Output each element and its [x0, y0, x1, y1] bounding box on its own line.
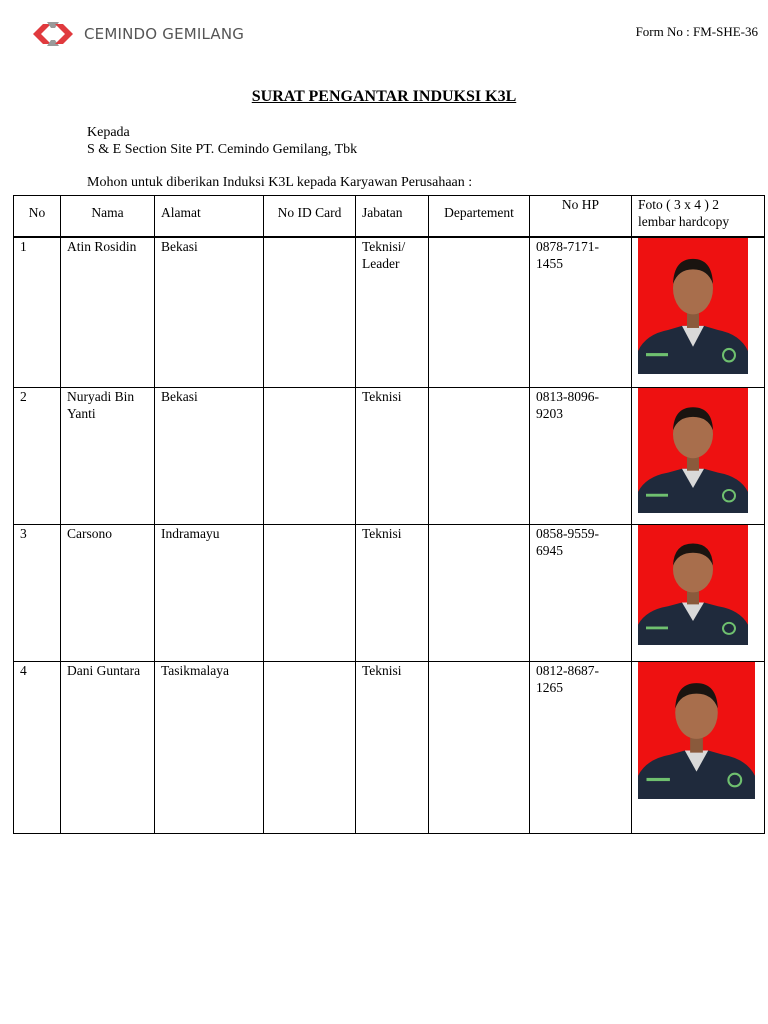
cell-jabatan: Teknisi/ Leader — [356, 237, 429, 387]
cell-no: 3 — [14, 524, 61, 661]
person-photo-icon — [638, 662, 755, 799]
cell-nama: Atin Rosidin — [61, 237, 155, 387]
cell-departement — [429, 387, 530, 524]
recipient-line-2: S & E Section Site PT. Cemindo Gemilang, Tbk — [87, 142, 358, 157]
header-nama: Nama — [61, 196, 155, 238]
cell-no-hp: 0878-7171-1455 — [530, 237, 632, 387]
cell-alamat: Tasikmalaya — [155, 661, 264, 833]
cell-id-card — [264, 237, 356, 387]
cell-alamat: Bekasi — [155, 237, 264, 387]
person-photo-icon — [638, 238, 748, 374]
cell-id-card — [264, 524, 356, 661]
cell-no: 1 — [14, 237, 61, 387]
cell-foto — [632, 387, 765, 524]
recipient-block — [87, 124, 357, 158]
table-row — [14, 387, 765, 524]
cell-no: 2 — [14, 387, 61, 524]
cell-departement — [429, 524, 530, 661]
header-foto: Foto ( 3 x 4 ) 2 lembar hardcopy — [632, 196, 765, 238]
cell-departement — [429, 237, 530, 387]
form-number: Form No : FM-SHE-36 — [635, 24, 758, 39]
intro-text: Mohon untuk diberikan Induksi K3L kepada Karyawan Perusahaan : — [87, 175, 473, 190]
cell-jabatan: Teknisi — [356, 524, 429, 661]
cell-no: 4 — [14, 661, 61, 833]
cell-foto — [632, 524, 765, 661]
table-row — [14, 237, 765, 387]
header-no-hp: No HP — [530, 196, 632, 238]
cell-nama: Dani Guntara — [61, 661, 155, 833]
recipient-line-1: Kepada — [87, 125, 130, 140]
cell-no-hp: 0858-9559-6945 — [530, 524, 632, 661]
cell-id-card — [264, 387, 356, 524]
person-photo-icon — [638, 388, 748, 513]
company-logo — [31, 18, 244, 50]
person-photo-icon — [638, 525, 748, 645]
document-title: SURAT PENGANTAR INDUKSI K3L — [251, 88, 517, 105]
cell-nama: Nuryadi Bin Yanti — [61, 387, 155, 524]
cell-jabatan: Teknisi — [356, 387, 429, 524]
cell-alamat: Bekasi — [155, 387, 264, 524]
cell-foto — [632, 237, 765, 387]
header-no: No — [14, 196, 61, 238]
cell-id-card — [264, 661, 356, 833]
cell-jabatan: Teknisi — [356, 661, 429, 833]
cell-no-hp: 0813-8096-9203 — [530, 387, 632, 524]
table-row — [14, 661, 765, 833]
table-header-row — [14, 196, 765, 238]
header-id-card: No ID Card — [264, 196, 356, 238]
cell-no-hp: 0812-8687-1265 — [530, 661, 632, 833]
cell-departement — [429, 661, 530, 833]
cemindo-logo-icon — [31, 19, 75, 49]
header-jabatan: Jabatan — [356, 196, 429, 238]
company-name: CEMINDO GEMILANG — [84, 25, 245, 43]
cell-foto — [632, 661, 765, 833]
cell-alamat: Indramayu — [155, 524, 264, 661]
table-row — [14, 524, 765, 661]
employee-table — [13, 195, 765, 834]
cell-nama: Carsono — [61, 524, 155, 661]
header-departement: Departement — [429, 196, 530, 238]
header-alamat: Alamat — [155, 196, 264, 238]
